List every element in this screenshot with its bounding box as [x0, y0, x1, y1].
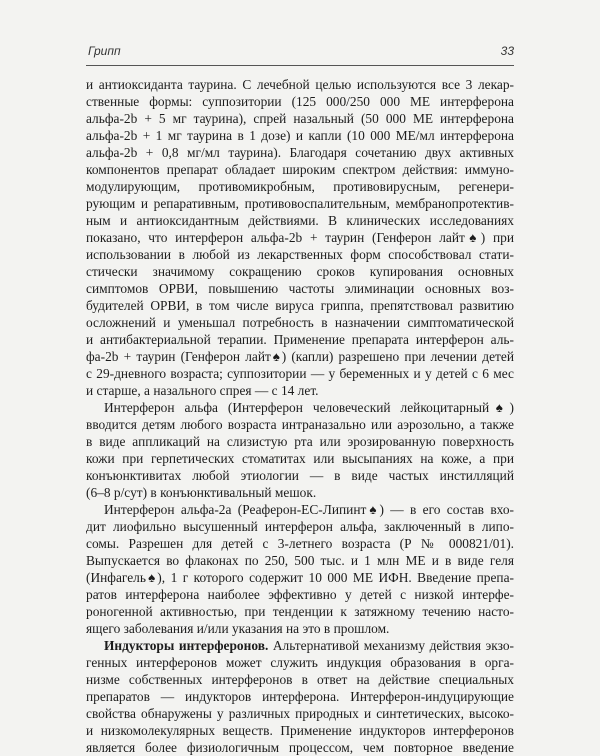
text-line: дит лиофильно высушенный интерферон альфа, заключенный в липо-: [86, 519, 514, 534]
section-heading: Индукторы интерферонов.: [104, 638, 269, 653]
text-line: (6–8 р/сут) в конъюнктивальный мешок.: [86, 485, 317, 500]
text-line: будителей ОРВИ, в том числе вируса гриппа, препятствовал развитию: [86, 298, 514, 313]
text-line: осложнений и уменьшал потребность в назначении симптоматической: [86, 315, 514, 330]
text-line: и антибактериальной терапии. Применение препарата интерферон аль-: [86, 332, 514, 347]
text-line: ным и антиоксидантным действиями. В клинических исследованиях: [86, 213, 514, 228]
text-line: рующим и репаративным, противовоспалительным, мембранопротектив-: [86, 196, 514, 211]
text-line: конъюнктивитах любой этиологии — в виде частых инстилляций: [86, 468, 514, 483]
text-line: показано, что интерферон альфа-2b + таурин (Генферон лайт♠) при: [86, 230, 514, 245]
text-line: препаратов — индукторов интерферона. Интерферон-индуцирующие: [86, 689, 514, 704]
text-line: низме собственных интерферонов в ответ на действие специальных: [86, 672, 514, 687]
header-rule: [86, 65, 514, 66]
text-line: (Инфагель♠), 1 г которого содержит 10 000 МЕ ИФН. Введение препа-: [86, 570, 514, 585]
text-line: фа-2b + таурин (Генферон лайт♠) (капли) разрешено при лечении детей: [86, 349, 514, 364]
text-line: ственные формы: суппозитории (125 000/250 000 МЕ интерферона: [86, 94, 514, 109]
text-line: Интерферон альфа-2а (Реаферон-ЕС-Липинт♠) — в его состав вхо-: [104, 502, 514, 517]
text-line: свойства обнаружены у различных природных и синтетических, высоко-: [86, 706, 514, 721]
text-line: с 29-дневного возраста; суппозитории — у беременных и у детей с 6 мес: [86, 366, 514, 381]
text-line: альфа-2b + 5 мг таурина), спрей назальный (50 000 МЕ интерферона: [86, 111, 514, 126]
text-line: и старше, а назального спрея — с 14 лет.: [86, 383, 319, 398]
text-line: альфа-2b + 1 мг таурина в 1 дозе) и капли (10 000 МЕ/мл интерферона: [86, 128, 514, 143]
text-line: Интерферон альфа (Интерферон человеческий лейкоцитарный♠): [104, 400, 514, 415]
text-line: кожи при герпетических стоматитах или высыпаниях на коже, а при: [86, 451, 514, 466]
body-text: [86, 76, 514, 756]
text-line: компонентов препарат обладает широким спектром действия: иммуно-: [86, 162, 514, 177]
text-line: генных интерферонов может служить индукция образования в орга-: [86, 655, 514, 670]
text-line: и низкомолекулярных веществ. Применение индукторов интерферонов: [86, 723, 514, 738]
text-line: симптомов ОРВИ, повышению частоты элиминации основных воз-: [86, 281, 514, 296]
text-line: использовании в любой из лекарственных форм способствовал стати-: [86, 247, 514, 262]
text-line: Выпускается во флаконах по 250, 500 тыс. и 1 млн МЕ и в виде геля: [86, 553, 514, 568]
text-line: и антиоксиданта таурина. С лечебной целью используются все 3 лекар-: [86, 77, 514, 92]
text-line: сомы. Разрешен для детей с 3-летнего возраста (Р № 000821/01).: [86, 536, 514, 551]
running-head: Грипп: [88, 44, 121, 58]
text-line: ящего заболевания и/или указания на это в прошлом.: [86, 621, 390, 636]
text-line: роногенной активностью, при тенденции к затяжному течению насто-: [86, 604, 514, 619]
text-line: ратов интерферона наиболее эффективно у детей с низкой интерфе-: [86, 587, 514, 602]
text-line: [86, 637, 514, 654]
text-line: стически значимому сокращению сроков купирования основных: [86, 264, 514, 279]
page-number: 33: [500, 44, 514, 58]
text-line: альфа-2b + 0,8 мг/мл таурина). Благодаря сочетанию двух активных: [86, 145, 514, 160]
text-line: в виде аппликаций на слизистую рта или эрозированную поверхность: [86, 434, 514, 449]
text-line: является более физиологичным процессом, чем повторное введение: [86, 740, 514, 755]
text-line: вводится детям любого возраста интраназально или аэрозольно, а также: [86, 417, 514, 432]
text-run: Альтернативой механизму действия экзо-: [268, 638, 514, 653]
text-line: модулирующим, противомикробным, противовирусным, регенери-: [86, 179, 514, 194]
